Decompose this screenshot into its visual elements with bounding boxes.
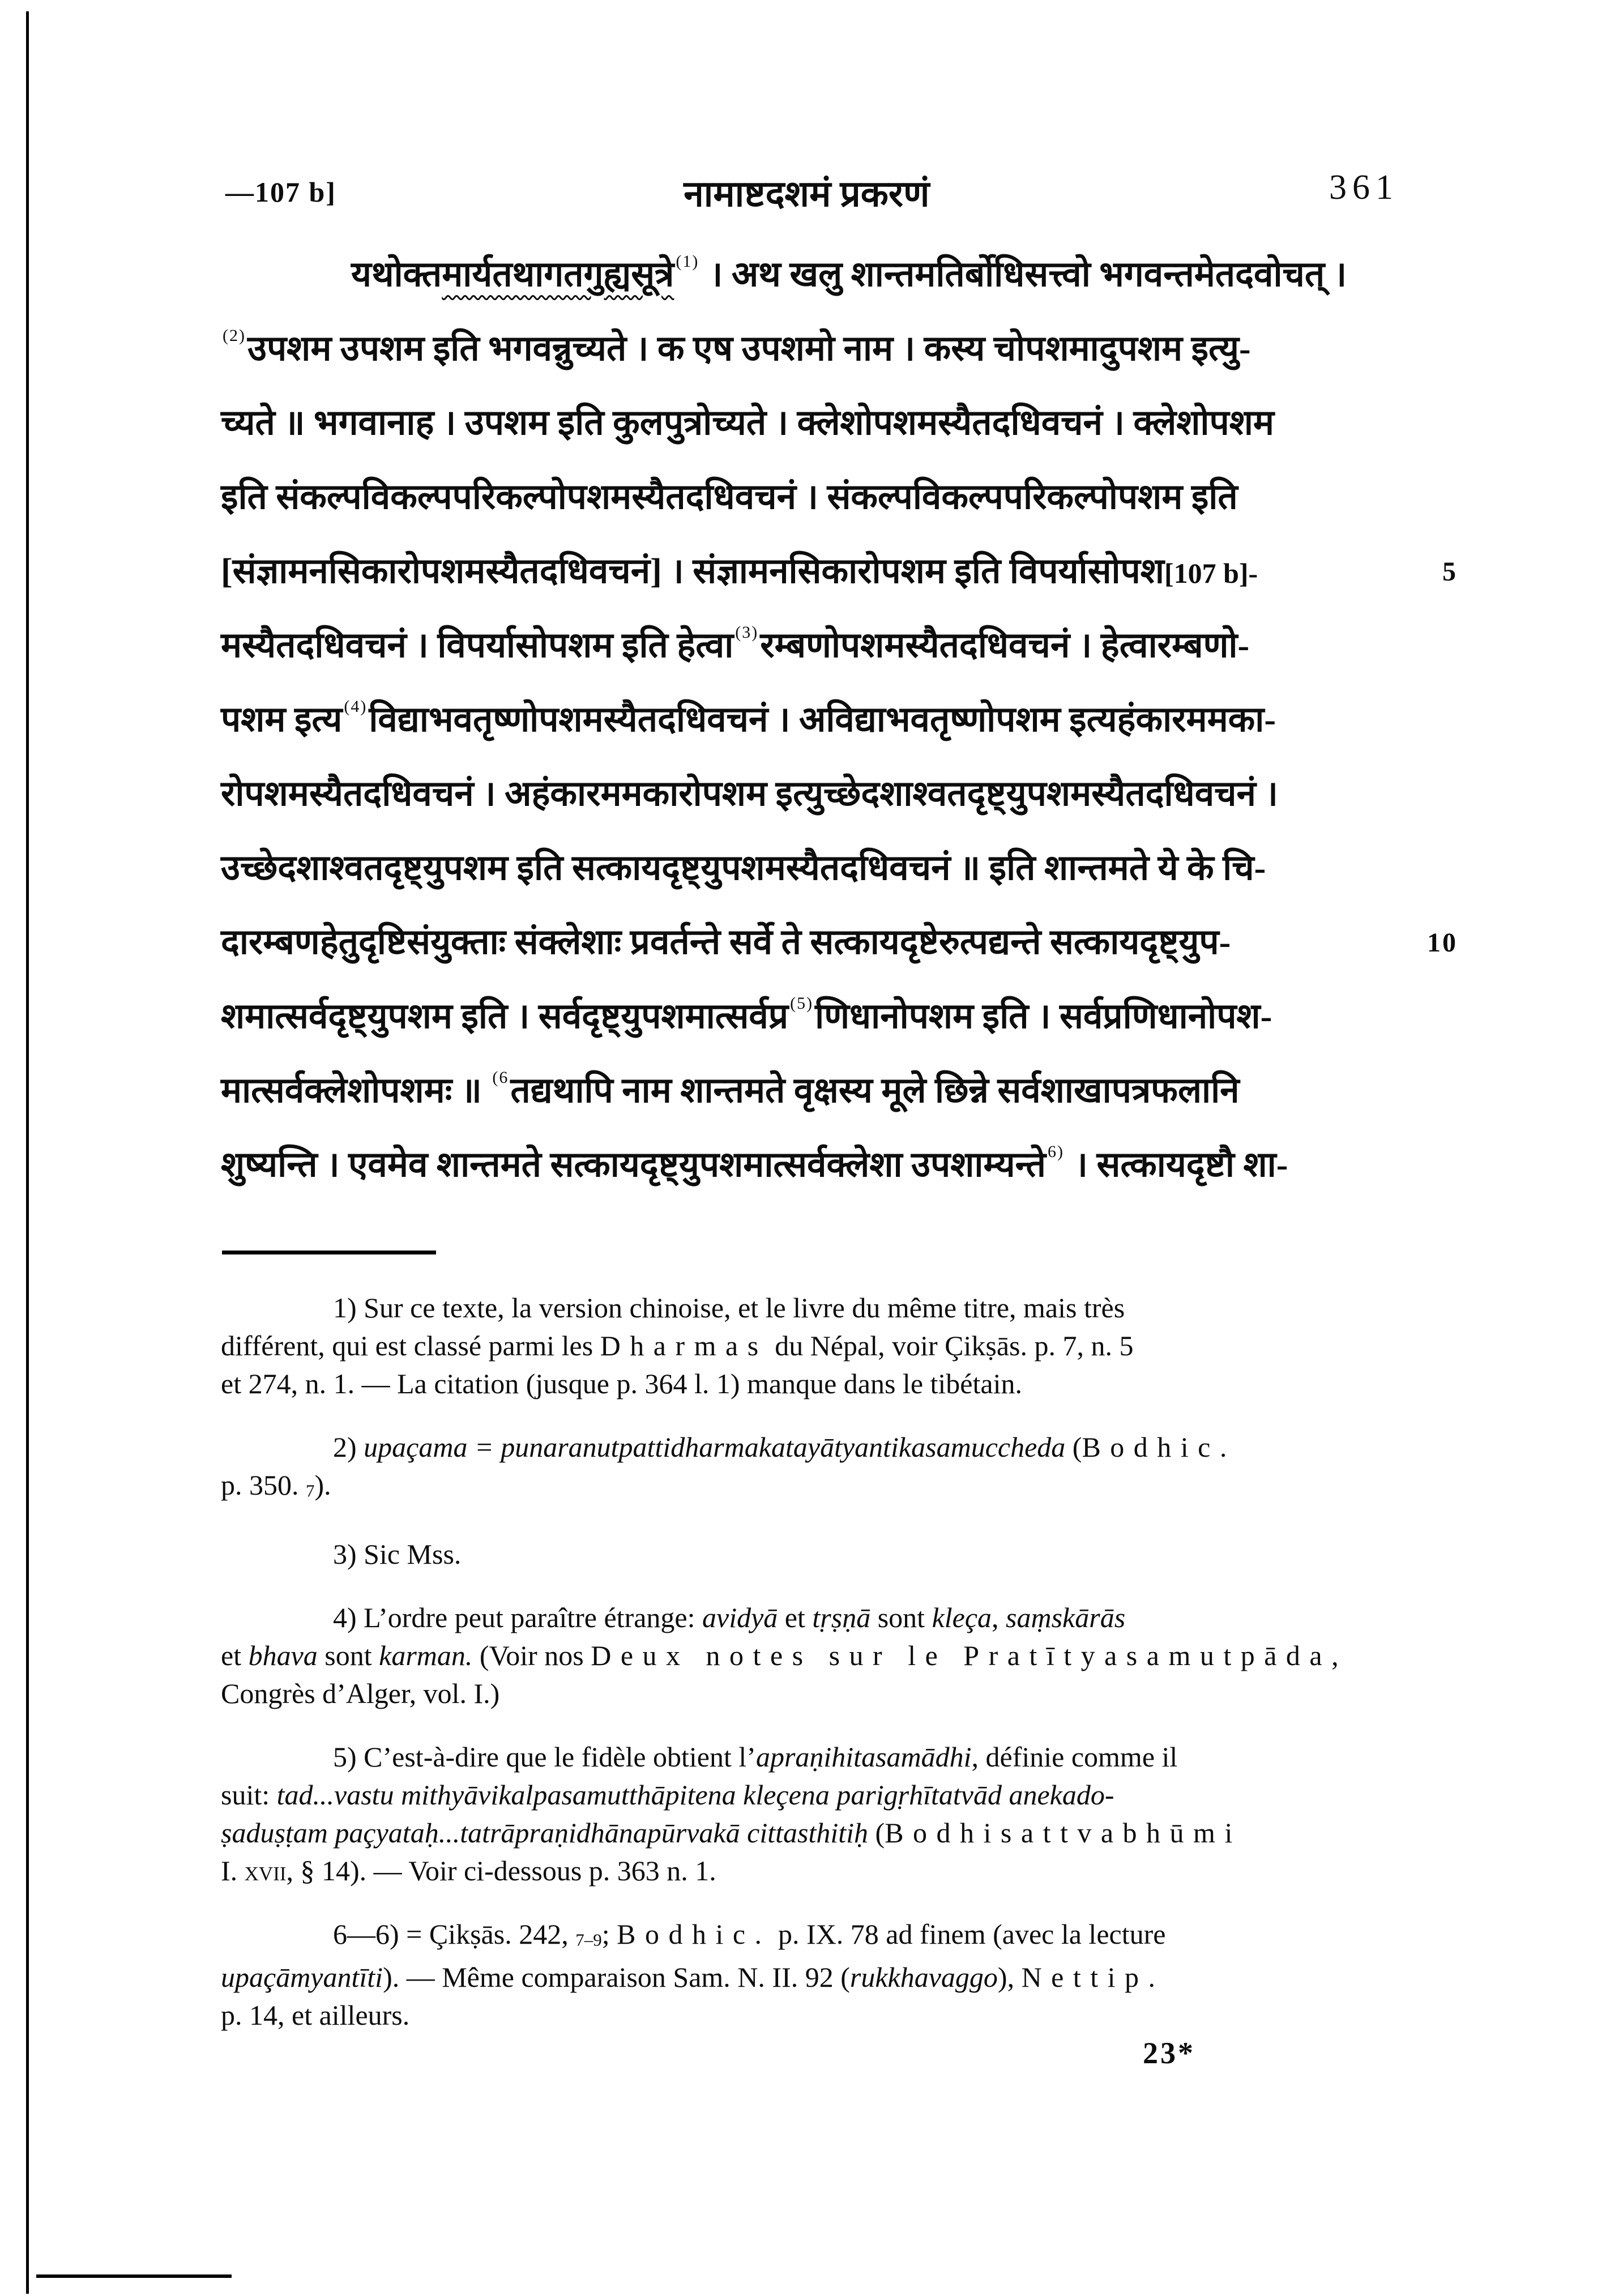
footnote-segment: sont (870, 1601, 932, 1633)
footnote-segment: Bodhic. (617, 1918, 771, 1950)
footnote-segment: ). — Même comparaison Sam. N. II. 92 ( (383, 1961, 850, 1994)
footnote-segment: 1) Sur ce texte, la version chinoise, et le livre du même titre, mais très (333, 1292, 1125, 1324)
footnote-segment: apraṇihitasamādhi (755, 1740, 972, 1773)
footnote-segment: Deux notes sur le Pratītyasamutpāda, (591, 1639, 1348, 1671)
footnote-segment: p. 14, et ailleurs. (221, 1999, 410, 2032)
footnote-segment: , § 14). — Voir ci-dessous p. 363 n. 1. (286, 1854, 716, 1887)
folio-marker: —107 b] (225, 176, 336, 208)
sanskrit-segment: दारम्बणहेतुदृष्टिसंयुक्ताः संक्लेशाः प्रवर्तन्ते सर्वे ते सत्कायदृष्टेरुत्पद्यन्ते सत्कायदृष्ट्युप- (221, 923, 1231, 962)
footnote-segment: kleça (932, 1601, 992, 1633)
sanskrit-segment: उपशम उपशम इति भगवन्नुच्यते । क एष उपशमो नाम । कस्य चोपशमादुपशम इत्यु- (247, 330, 1251, 368)
footnote-5-line-1 (221, 1738, 1416, 1776)
margin-line-number: 10 (1427, 928, 1458, 958)
sanskrit-segment: मार्यतथागतगुह्यसूत्रे (442, 255, 674, 294)
sanskrit-segment: यथोक्त (351, 255, 442, 294)
signature-mark: 23* (1143, 2036, 1195, 2070)
sanskrit-segment: शमात्सर्वदृष्ट्युपशम इति । सर्वदृष्ट्युपशमात्सर्वप्र (221, 997, 789, 1036)
footnote-5 (221, 1738, 1416, 1890)
sanskrit-footnote-marker: (6 (492, 1068, 509, 1087)
footnote-segment: 7 (306, 1480, 315, 1501)
footnote-segment: Congrès d’Alger, vol. I.) (221, 1677, 500, 1709)
footnote-segment: et (778, 1601, 813, 1633)
running-header (0, 168, 1623, 219)
footnotes-block (221, 1289, 1416, 2060)
footnote-segment: , (992, 1601, 1006, 1633)
footnote-segment: du Népal, voir Çikṣās. p. 7, n. 5 (767, 1330, 1134, 1362)
footnote-2-line-2 (221, 1466, 1416, 1510)
footnote-segment: karman. (379, 1639, 473, 1671)
sanskrit-segment: मात्सर्वक्लेशोपशमः ॥ (221, 1072, 491, 1110)
sanskrit-line-13 (221, 1128, 1399, 1202)
footnote-segment: 7–9 (575, 1930, 602, 1950)
footnote-5-line-2 (221, 1776, 1416, 1814)
footnote-6-line-2 (221, 1958, 1416, 1996)
sanskrit-line-3 (221, 386, 1399, 460)
sanskrit-line-9 (221, 831, 1399, 906)
footnote-segment: 4) L’ordre peut paraître étrange: (333, 1601, 703, 1633)
scan-bottom-edge-line (36, 2274, 232, 2278)
sanskrit-segment: रम्बणोपशमस्यैतदधिवचनं । हेत्वारम्बणो- (760, 626, 1250, 665)
sanskrit-line-12 (221, 1054, 1399, 1128)
footnote-2-line-1 (221, 1428, 1416, 1466)
sanskrit-segment: [संज्ञामनसिकारोपशमस्यैतदधिवचनं] । संज्ञामनसिकारोपशम इति विपर्यासोपश (221, 552, 1164, 591)
sanskrit-footnote-marker: (1) (676, 252, 699, 271)
footnote-1-line-1 (221, 1289, 1416, 1327)
sanskrit-footnote-marker: (3) (735, 623, 759, 642)
footnote-4-line-2 (221, 1637, 1416, 1675)
sanskrit-line-11 (221, 980, 1399, 1054)
footnote-1 (221, 1289, 1416, 1403)
footnote-segment: ), (997, 1961, 1022, 1994)
page-number: 361 (1329, 168, 1399, 207)
footnote-6-line-1 (221, 1915, 1416, 1959)
footnote-segment: p. IX. 78 ad finem (avec la lecture (771, 1918, 1166, 1950)
footnote-5-line-4 (221, 1852, 1416, 1890)
footnote-segment: et 274, n. 1. — La citation (jusque p. 364 l. 1) manque dans le tibétain. (221, 1368, 1022, 1399)
footnote-3-line-1 (221, 1535, 1416, 1573)
footnote-segment: (Voir nos (472, 1639, 591, 1671)
footnote-segment: 5) C’est-à-dire que le fidèle obtient l’ (333, 1740, 756, 1773)
sanskrit-line-6 (221, 609, 1399, 683)
footnote-6-line-3 (221, 1996, 1416, 2034)
sanskrit-segment: शुष्यन्ति । एवमेव शान्तमते सत्कायदृष्ट्युपशमात्सर्वक्लेशा उपशाम्यन्ते (221, 1146, 1047, 1184)
chapter-running-title: नामाष्टदशमं प्रकरणं (684, 174, 930, 214)
footnote-segment: 6—6) = Çikṣās. 242, (333, 1918, 576, 1950)
footnote-segment: upaçama = punaranutpattidharmakatayātyantikasamuccheda (364, 1431, 1066, 1463)
footnote-segment: Dharmas (600, 1330, 768, 1362)
sanskrit-footnote-marker: (5) (790, 994, 814, 1013)
sanskrit-segment: उच्छेदशाश्वतदृष्ट्युपशम इति सत्कायदृष्ट्युपशमस्यैतदधिवचनं ॥ इति शान्तमते ये के चि- (221, 849, 1266, 887)
footnote-segment: ). (314, 1469, 331, 1501)
sanskrit-line-10 (221, 906, 1458, 980)
footnote-2 (221, 1428, 1416, 1510)
sanskrit-segment: । अथ खलु शान्तमतिर्बोधिसत्त्वो भगवन्तमेतदवोचत् । (701, 255, 1347, 294)
footnote-segment: suit: (221, 1778, 277, 1811)
footnote-6 (221, 1915, 1416, 2035)
footnote-segment: 3) Sic Mss. (333, 1538, 462, 1570)
footnote-segment: et (221, 1639, 249, 1671)
sanskrit-line-7 (221, 683, 1399, 757)
sanskrit-line-2 (221, 312, 1399, 386)
footnote-segment: tṛṣṇā (812, 1601, 871, 1633)
sanskrit-segment: [107 b]- (1164, 557, 1258, 589)
sanskrit-segment: णिधानोपशम इति । सर्वप्रणिधानोपश- (815, 997, 1272, 1036)
footnote-4-line-1 (221, 1599, 1416, 1637)
sanskrit-line-4 (221, 460, 1399, 535)
sanskrit-line-8 (221, 757, 1399, 831)
footnote-segment: 2) (333, 1431, 364, 1463)
footnote-segment: p. 350. (221, 1469, 306, 1501)
footnote-segment: Nettip. (1021, 1961, 1165, 1994)
footnote-segment: upaçāmyantīti (221, 1961, 383, 1994)
footnote-segment: ( (868, 1816, 885, 1849)
footnote-segment: xvii (244, 1854, 287, 1887)
footnote-segment: bhava (248, 1639, 318, 1671)
footnote-5-line-3 (221, 1814, 1416, 1852)
margin-line-number: 5 (1442, 557, 1458, 587)
sanskrit-text-block (221, 238, 1458, 1202)
footnote-segment: sont (317, 1639, 379, 1671)
footnote-segment: Bodhisattvabhūmi (885, 1816, 1242, 1849)
sanskrit-segment: रोपशमस्यैतदधिवचनं । अहंकारममकारोपशम इत्युच्छेदशाश्वतदृष्ट्युपशमस्यैतदधिवचनं । (221, 775, 1278, 813)
footnote-4 (221, 1599, 1416, 1713)
sanskrit-segment: इति संकल्पविकल्पपरिकल्पोपशमस्यैतदधिवचनं । संकल्पविकल्पपरिकल्पोपशम इति (221, 478, 1238, 517)
sanskrit-segment: तद्यथापि नाम शान्तमते वृक्षस्य मूले छिन्ने सर्वशाखापत्रफलानि (510, 1072, 1240, 1110)
sanskrit-segment: । सत्कायदृष्टौ शा- (1066, 1146, 1288, 1184)
footnote-4-line-3 (221, 1675, 1416, 1713)
sanskrit-segment: मस्यैतदधिवचनं । विपर्यासोपशम इति हेत्वा (221, 626, 734, 665)
sanskrit-footnote-marker: (2) (223, 326, 246, 345)
footnote-segment: avidyā (702, 1601, 778, 1633)
sanskrit-segment: च्यते ॥ भगवानाह । उपशम इति कुलपुत्रोच्यते । क्लेशोपशमस्यैतदधिवचनं । क्लेशोपशम (221, 404, 1274, 442)
footnote-segment: ; (601, 1918, 617, 1950)
sanskrit-segment: विद्याभवतृष्णोपशमस्यैतदधिवचनं । अविद्याभवतृष्णोपशम इत्यहंकारममका- (369, 701, 1276, 739)
sanskrit-footnote-marker: 6) (1048, 1142, 1065, 1161)
sanskrit-line-5 (221, 535, 1458, 609)
footnote-segment: , définie comme il (971, 1740, 1178, 1773)
footnote-segment: rukkhavaggo (849, 1961, 998, 1994)
footnote-segment: tad...vastu mithyāvikalpasamutthāpitena kleçena parigṛhītatvād anekado- (276, 1778, 1114, 1811)
sanskrit-line-1 (221, 238, 1399, 312)
footnote-segment: Bodhic. (1082, 1431, 1236, 1463)
footnote-segment: ṣaduṣṭam paçyataḥ...tatrāpraṇidhānapūrvakā cittasthitiḥ (221, 1816, 869, 1849)
footnote-segment: saṃskārās (1006, 1601, 1126, 1633)
sanskrit-segment: पशम इत्य (221, 701, 343, 739)
footnote-segment: différent, qui est classé parmi les (221, 1330, 600, 1362)
scan-gutter-line (26, 11, 29, 2294)
footnote-1-line-3 (221, 1365, 1416, 1403)
footnote-segment: I. (221, 1854, 245, 1887)
footnote-segment: ( (1065, 1431, 1082, 1463)
footnote-1-line-2 (221, 1327, 1416, 1365)
footnote-separator-rule (222, 1251, 436, 1254)
sanskrit-footnote-marker: (4) (344, 697, 368, 716)
footnote-3 (221, 1535, 1416, 1573)
